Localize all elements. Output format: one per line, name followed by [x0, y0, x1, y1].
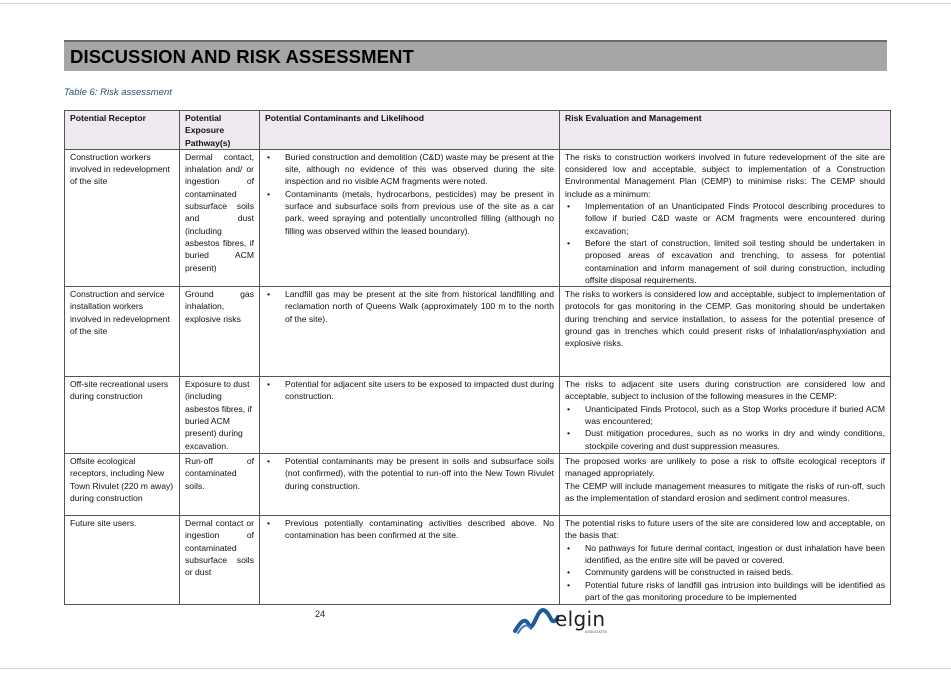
evaluation-item: • Potential future risks of landfill gas intrusion into buildings will be identified as part of the gas monitoring procedure to be implemented	[565, 579, 885, 604]
pathway-cell: Run-off of contaminated soils.	[180, 454, 260, 516]
bottom-rule	[0, 668, 951, 669]
page-number: 24	[315, 609, 326, 619]
receptor-cell: Construction and service installation workers involved in redevelopment of the site	[65, 287, 180, 377]
evaluation-cell	[560, 377, 891, 454]
pathway-cell: Dermal contact, inhalation and/ or ingestion of contaminated subsurface soils and dust (including asbestos fibres, if buried ACM present)	[180, 149, 260, 286]
evaluation-item: • Community gardens will be constructed in raised beds.	[565, 566, 885, 578]
evaluation-cell	[560, 149, 891, 286]
pathway-cell: Dermal contact or ingestion of contaminated subsurface soils or dust	[180, 516, 260, 605]
header-pathway: Potential Exposure Pathway(s)	[180, 111, 260, 150]
contaminants-cell	[260, 287, 560, 377]
evaluation-text: The risks to adjacent site users during construction are considered low and acceptable, subject to inclusion of the following measures in the CEMP:	[565, 379, 885, 402]
table-header-row	[65, 111, 891, 150]
table-row	[65, 516, 891, 605]
receptor-cell: Offsite ecological receptors, including New Town Rivulet (220 m away) during construction	[65, 454, 180, 516]
section-heading: DISCUSSION AND RISK ASSESSMENT	[70, 46, 414, 67]
evaluation-item: • Implementation of an Unanticipated Finds Protocol describing procedures to follow if buried C&D waste or ACM fragments were encountered during excavation;	[565, 200, 885, 237]
table-caption: Table 6: Risk assessment	[64, 87, 172, 98]
contaminants-cell	[260, 516, 560, 605]
top-rule	[0, 3, 951, 4]
contaminant-item: • Landfill gas may be present at the site from historical landfilling and reclamation north of Queens Walk (approximately 100 m to the north of the site).	[265, 288, 554, 325]
header-evaluation: Risk Evaluation and Management	[560, 111, 891, 150]
section-heading-bar	[64, 40, 887, 71]
receptor-cell: Construction workers involved in redevelopment of the site	[65, 149, 180, 286]
contaminants-cell	[260, 149, 560, 286]
evaluation-cell	[560, 516, 891, 605]
evaluation-text: The potential risks to future users of the site are considered low and acceptable, on the basis that:	[565, 518, 885, 541]
receptor-cell: Off-site recreational users during construction	[65, 377, 180, 454]
header-receptor: Potential Receptor	[65, 111, 180, 150]
risk-assessment-table	[64, 110, 891, 605]
evaluation-item: • Dust mitigation procedures, such as no works in dry and windy conditions, stockpile covering and dust suppression measures.	[565, 427, 885, 452]
evaluation-item: • Unanticipated Finds Protocol, such as a Stop Works procedure if buried ACM was encountered;	[565, 403, 885, 428]
table-row	[65, 454, 891, 516]
evaluation-text: The risks to workers is considered low and acceptable, subject to implementation of protocols for gas monitoring in the CEMP. Gas monitoring should be undertaken during trenching and service installation, to assess for the potential presence of ground gas in trenches which could present risks of inhalation/asphyxiation and explosive risks.	[565, 289, 885, 349]
logo-subtext: ASSOCIATES	[585, 630, 608, 634]
table-row	[65, 377, 891, 454]
receptor-cell: Future site users.	[65, 516, 180, 605]
header-contaminants: Potential Contaminants and Likelihood	[260, 111, 560, 150]
pathway-cell: Exposure to dust (including asbestos fibres, if buried ACM present) during excavation.	[180, 377, 260, 454]
elgin-logo	[513, 604, 623, 636]
evaluation-cell	[560, 454, 891, 516]
evaluation-text: The proposed works are unlikely to pose a risk to offsite ecological receptors if managed appropriately.	[565, 456, 885, 479]
contaminant-item: • Buried construction and demolition (C&D) waste may be present at the site, although no evidence of this was observed during the site inspection and no visible ACM fragments were noted.	[265, 151, 554, 188]
evaluation-text: The CEMP will include management measures to mitigate the risks of run-off, such as the implementation of standard erosion and sediment control measures.	[565, 480, 885, 504]
pathway-cell: Ground gas inhalation, explosive risks	[180, 287, 260, 377]
contaminant-item: • Contaminants (metals, hydrocarbons, pesticides) may be present in surface and subsurface soils from previous use of the site as a car park, weed spraying and potentially uncontrolled filling (although no filling was observed within the leased boundary).	[265, 188, 554, 237]
logo-text: elgin	[555, 607, 606, 631]
evaluation-item: • No pathways for future dermal contact, ingestion or dust inhalation have been identified, as the entire site will be paved or covered.	[565, 542, 885, 567]
contaminants-cell	[260, 377, 560, 454]
evaluation-cell	[560, 287, 891, 377]
contaminant-item: • Previous potentially contaminating activities described above. No contamination has been confirmed at the site.	[265, 517, 554, 542]
contaminants-cell	[260, 454, 560, 516]
contaminant-item: • Potential for adjacent site users to be exposed to impacted dust during construction.	[265, 378, 554, 403]
elgin-wave-icon	[513, 605, 559, 635]
contaminant-item: • Potential contaminants may be present in soils and subsurface soils (not confirmed), with the potential to run-off into the New Town Rivulet during construction.	[265, 455, 554, 492]
table-row	[65, 287, 891, 377]
evaluation-item: • Before the start of construction, limited soil testing should be undertaken in proposed areas of excavation and trenching, to assess for potential contamination and inform management of soil during construction, including offsite disposal requirements.	[565, 237, 885, 286]
evaluation-text: The risks to construction workers involved in future redevelopment of the site are considered low and acceptable, subject to implementation of a Construction Environmental Management Plan (CEMP) to minimise risks: The CEMP should include as a minimum:	[565, 151, 885, 199]
table-row	[65, 149, 891, 286]
